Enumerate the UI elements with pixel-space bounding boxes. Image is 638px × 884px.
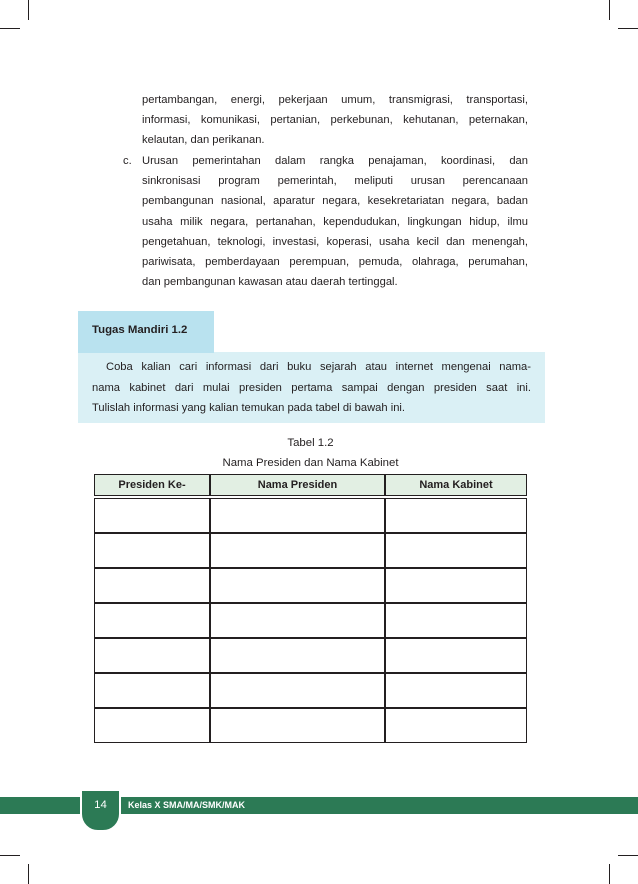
table-cell[interactable] [210,498,385,533]
text-line: pertambangan, energi, pekerjaan umum, transmigrasi, transportasi, [142,94,528,106]
table-cell[interactable] [94,708,210,743]
table-cell[interactable] [94,568,210,603]
table-header-row [94,474,527,496]
table-cell[interactable] [385,638,527,673]
text-line: pembangunan nasional, aparatur negara, kesekretariatan negara, badan [142,195,528,208]
page-number: 14 [94,799,107,811]
task-tab [78,311,214,353]
table-cell[interactable] [94,638,210,673]
table-cell[interactable] [385,568,527,603]
table-caption-number: Tabel 1.2 [287,437,334,449]
table-cell[interactable] [94,498,210,533]
table-cell[interactable] [94,603,210,638]
table-cell[interactable] [94,673,210,708]
text-line: sinkronisasi program pemerintah, meliputi urusan perencanaan [142,175,528,188]
table-cell[interactable] [385,603,527,638]
crop-mark [0,28,20,29]
text-line: nama kabinet dari mulai presiden pertama sampai dengan presiden saat ini. [92,381,531,394]
text-line: Coba kalian cari informasi dari buku sejarah atau internet mengenai nama- [106,361,531,373]
table-caption-title: Nama Presiden dan Nama Kabinet [222,457,399,469]
table-cell[interactable] [94,533,210,568]
table-cell[interactable] [210,533,385,568]
header-nama-kabinet: Nama Kabinet [385,474,527,496]
text-line: dan pembangunan kawasan atau daerah tertinggal. [142,276,398,289]
text-line: pariwisata, pemberdayaan perempuan, pemuda, olahraga, perumahan, [142,256,528,269]
crop-mark [618,28,638,29]
president-cabinet-table [94,474,527,743]
table-cell[interactable] [210,603,385,638]
table-row [94,638,527,673]
table-cell[interactable] [210,568,385,603]
table-row [94,673,527,708]
header-presiden-ke: Presiden Ke- [94,474,210,496]
continued-paragraph [142,90,528,151]
table-row [94,533,527,568]
text-line: Urusan pemerintahan dalam rangka penajaman, koordinasi, dan [142,155,528,167]
table-row [94,708,527,743]
text-line: usaha milik negara, pertanahan, kependudukan, lingkungan hidup, ilmu [142,215,528,228]
header-nama-presiden: Nama Presiden [210,474,385,496]
crop-mark [28,864,29,884]
text-line: kelautan, dan perikanan. [142,134,265,147]
table-row [94,603,527,638]
table-cell[interactable] [385,708,527,743]
footer-label: Kelas X SMA/MA/SMK/MAK [128,800,246,810]
table-cell[interactable] [385,498,527,533]
crop-mark [609,864,610,884]
text-line: pengetahuan, teknologi, investasi, koperasi, usaha kecil dan menengah, [142,235,528,248]
table-cell[interactable] [210,708,385,743]
list-item-c [142,151,528,292]
task-title: Tugas Mandiri 1.2 [92,324,188,336]
table-cell[interactable] [210,673,385,708]
table-cell[interactable] [210,638,385,673]
crop-mark [0,855,20,856]
crop-mark [609,0,610,20]
task-instructions [92,357,531,419]
text-line: Tulislah informasi yang kalian temukan pada tabel di bawah ini. [92,402,406,414]
table-row [94,568,527,603]
crop-mark [28,0,29,20]
table-row [94,498,527,533]
table-cell[interactable] [385,673,527,708]
table-cell[interactable] [385,533,527,568]
crop-mark [618,855,638,856]
text-line: informasi, komunikasi, pertanian, perkebunan, kehutanan, peternakan, [142,114,528,127]
list-item-marker: c. [123,155,132,167]
